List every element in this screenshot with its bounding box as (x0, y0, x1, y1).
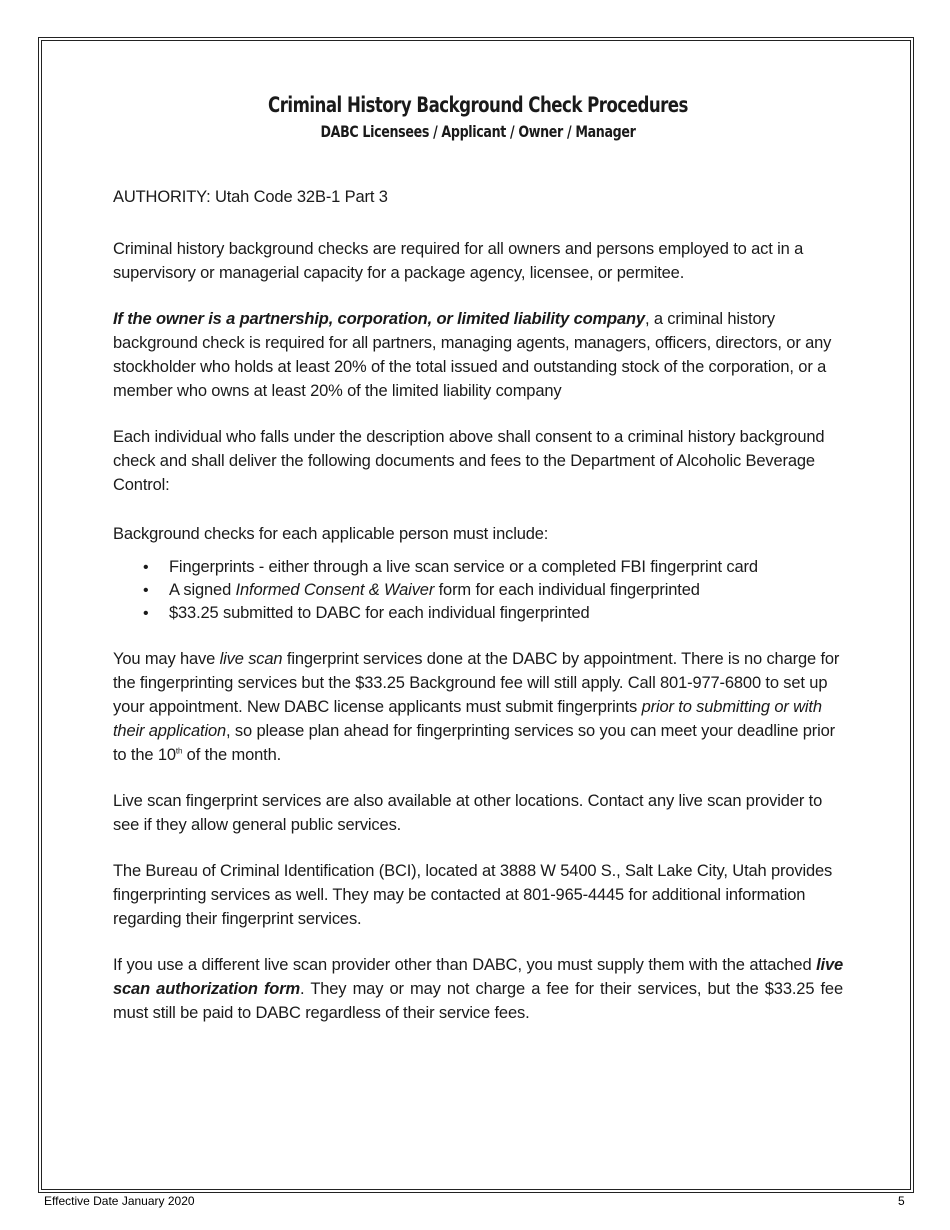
livescan-italic-term: live scan (219, 650, 283, 668)
partnership-rest: , a criminal history background check is required for all partners, managing agents, managers, officers, directors, or any stockholder who holds at least 20% of the total issued and outstanding stock of the corporation, or a member who owns at least 20% of the limited liability company (113, 310, 832, 400)
requirements-list (113, 556, 843, 625)
background-checks-heading: Background checks for each applicable person must include: (113, 525, 549, 543)
list-item (143, 556, 843, 579)
authority-line: AUTHORITY: Utah Code 32B-1 Part 3 (113, 188, 388, 206)
different-provider-paragraph (113, 953, 843, 1025)
document-body (113, 90, 843, 1025)
document-title: Criminal History Background Check Procedures (268, 93, 688, 117)
bullet-icon: • (143, 582, 149, 599)
livescan-text-3: , so please plan ahead for fingerprinting services so you can meet your deadline prior to the 10 (113, 722, 835, 764)
different-provider-post: . They may or may not charge a fee for their services, but the $33.25 fee must still be paid to DABC regardless of their service fees. (113, 980, 843, 1022)
livescan-paragraph (113, 647, 843, 767)
partnership-paragraph (113, 307, 843, 403)
list-item (143, 579, 843, 602)
requirement-consent-pre: A signed (169, 581, 236, 599)
document-subtitle: DABC Licensees / Applicant / Owner / Manager (320, 122, 636, 141)
requirement-fee: $33.25 submitted to DABC for each individual fingerprinted (169, 604, 590, 622)
footer-page-number: 5 (898, 1194, 905, 1208)
requirement-consent-post: form for each individual fingerprinted (434, 581, 700, 599)
different-provider-pre: If you use a different live scan provider other than DABC, you must supply them with the attached (113, 956, 817, 974)
bullet-icon: • (143, 605, 149, 622)
requirement-consent-form-name: Informed Consent & Waiver (235, 581, 435, 599)
livescan-text-2: fingerprint services done at the DABC by appointment. There is no charge for the fingerprinting services but the $33.25 Background fee will still apply. Call 801-977-6800 to set up your appointment. New DABC license applicants must submit fingerprints (113, 650, 840, 716)
livescan-italic-deadline: prior to submitting or with their application (113, 698, 822, 740)
authorization-form-name: live scan authorization form (113, 956, 843, 998)
ordinal-suffix: th (175, 746, 183, 756)
consent-paragraph: Each individual who falls under the description above shall consent to a criminal history background check and shall deliver the following documents and fees to the Department of Alcoholic Beverage Control: (113, 428, 825, 494)
requirement-paragraph: Criminal history background checks are required for all owners and persons employed to act in a supervisory or managerial capacity for a package agency, licensee, or permitee. (113, 240, 804, 282)
livescan-text-4: of the month. (182, 746, 282, 764)
list-item (143, 602, 843, 625)
requirement-fingerprints: Fingerprints - either through a live scan service or a completed FBI fingerprint card (169, 558, 758, 576)
other-locations-paragraph: Live scan fingerprint services are also available at other locations. Contact any live scan provider to see if they allow general public services. (113, 792, 823, 834)
bci-paragraph: The Bureau of Criminal Identification (BCI), located at 3888 W 5400 S., Salt Lake City, Utah provides fingerprinting services as well. They may be contacted at 801-965-4445 for additional information regarding their fingerprint services. (113, 862, 833, 928)
partnership-lead: If the owner is a partnership, corporation, or limited liability company (113, 310, 645, 328)
footer-effective-date: Effective Date January 2020 (44, 1194, 195, 1208)
bullet-icon: • (143, 559, 149, 576)
livescan-text-1: You may have (113, 650, 220, 668)
